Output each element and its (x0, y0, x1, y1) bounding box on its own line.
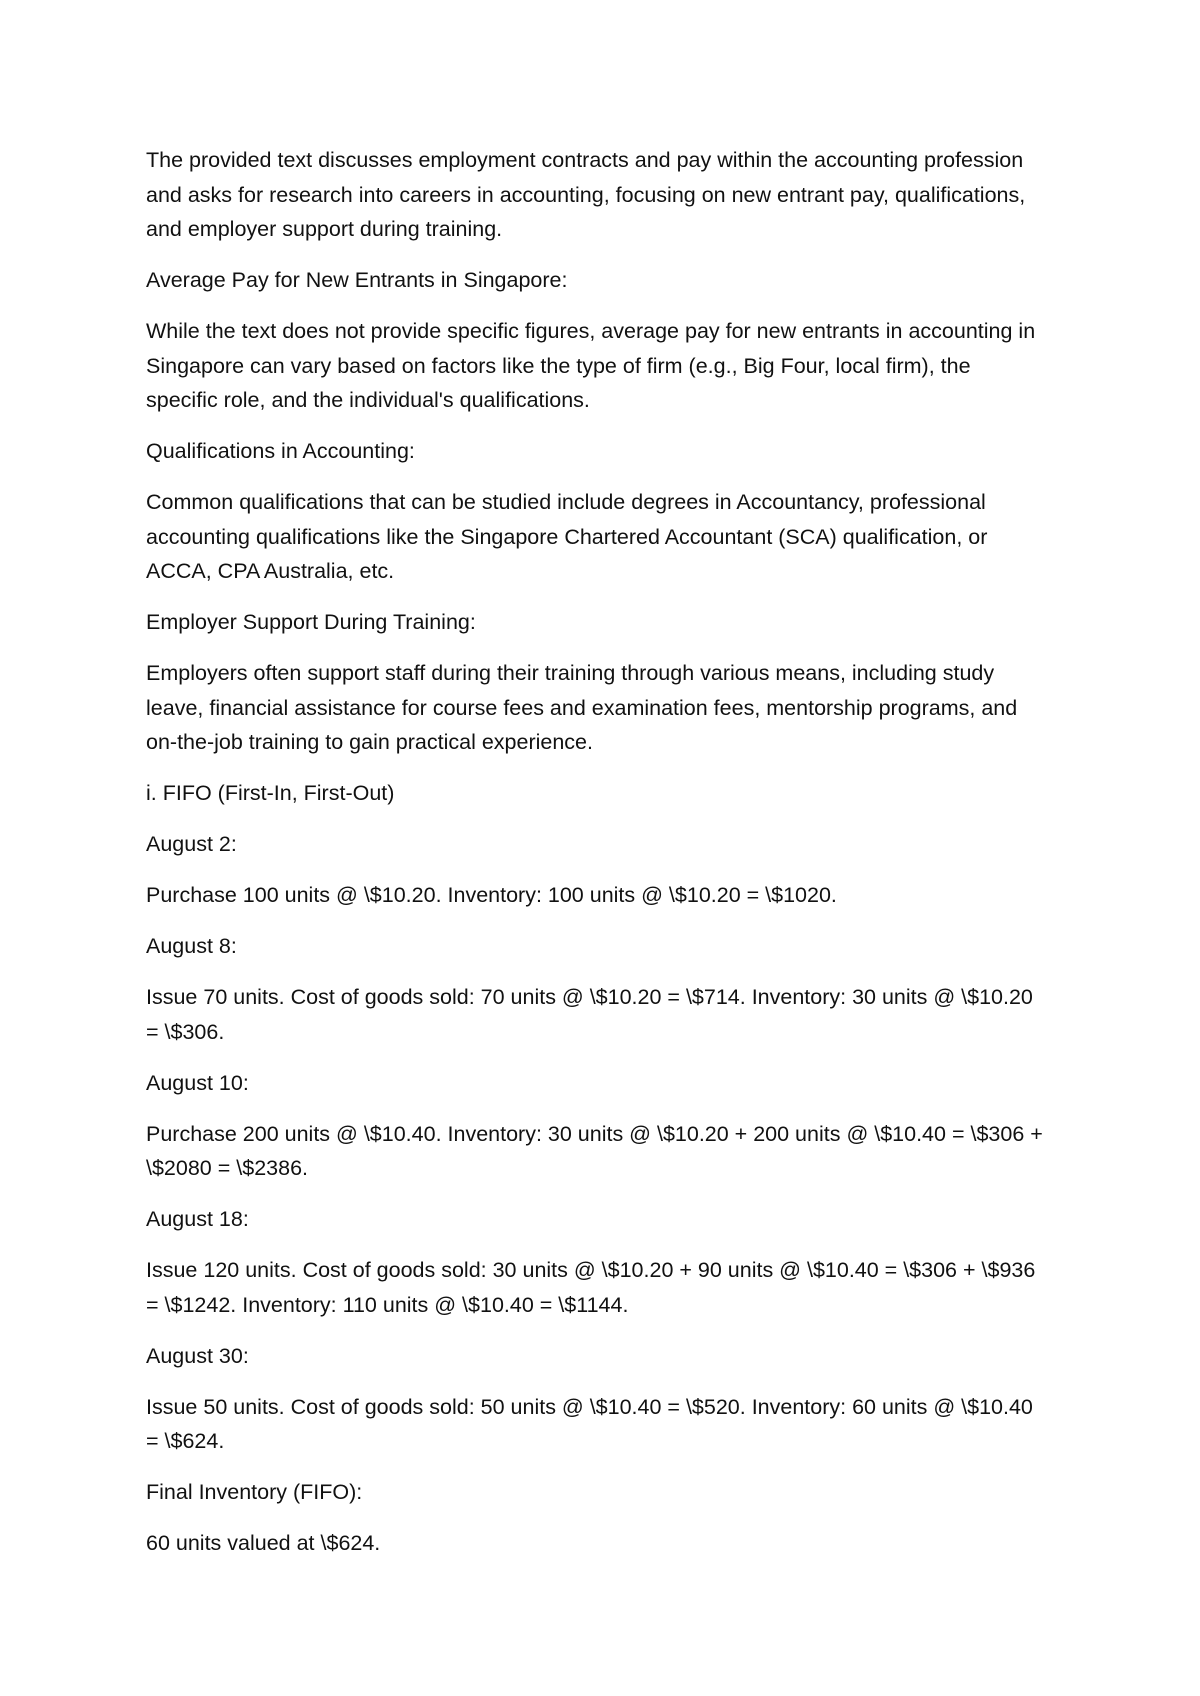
section-heading-average-pay: Average Pay for New Entrants in Singapore: (146, 268, 568, 292)
section-heading-qualifications: Qualifications in Accounting: (146, 439, 415, 463)
final-inventory-heading: Final Inventory (FIFO): (146, 1480, 363, 1504)
entry-aug-2: Purchase 100 units @ \$10.20. Inventory: 100 units @ \$10.20 = \$1020. (146, 883, 837, 907)
date-label-aug-18: August 18: (146, 1207, 249, 1231)
document-body (146, 143, 1046, 1577)
entry-aug-18: Issue 120 units. Cost of goods sold: 30 units @ \$10.20 + 90 units @ \$10.40 = \$306 + \$936 = \$1242. Inventory: 110 units @ \$10.40 = \$1144. (146, 1258, 1036, 1317)
final-inventory-value: 60 units valued at \$624. (146, 1531, 381, 1555)
section-heading-employer-support: Employer Support During Training: (146, 610, 476, 634)
employer-support-paragraph: Employers often support staff during their training through various means, including study leave, financial assistance for course fees and examination fees, mentorship programs, and on-the-job training to gain practical experience. (146, 661, 1018, 754)
entry-aug-8: Issue 70 units. Cost of goods sold: 70 units @ \$10.20 = \$714. Inventory: 30 units @ \$10.20 = \$306. (146, 985, 1033, 1044)
date-label-aug-30: August 30: (146, 1343, 249, 1368)
average-pay-paragraph: While the text does not provide specific figures, average pay for new entrants in accounting in Singapore can vary based on factors like the type of firm (e.g., Big Four, local firm), the specific role, and the individual's qualifications. (146, 319, 1036, 412)
date-label-aug-10: August 10: (146, 1070, 249, 1095)
fifo-heading: i. FIFO (First-In, First-Out) (146, 781, 395, 805)
entry-aug-30: Issue 50 units. Cost of goods sold: 50 units @ \$10.40 = \$520. Inventory: 60 units @ \$10.40 = \$624. (146, 1394, 1033, 1453)
entry-aug-10: Purchase 200 units @ \$10.40. Inventory: 30 units @ \$10.20 + 200 units @ \$10.40 = \$306 + \$2080 = \$2386. (146, 1121, 1043, 1180)
date-label-aug-8: August 8: (146, 934, 237, 958)
qualifications-paragraph: Common qualifications that can be studied include degrees in Accountancy, professional accounting qualifications like the Singapore Chartered Accountant (SCA) qualification, or ACCA, CPA Australia, etc. (146, 490, 988, 583)
date-label-aug-2: August 2: (146, 832, 237, 856)
intro-paragraph: The provided text discusses employment contracts and pay within the accounting profession and asks for research into careers in accounting, focusing on new entrant pay, qualifications, and employer support during training. (146, 148, 1026, 241)
